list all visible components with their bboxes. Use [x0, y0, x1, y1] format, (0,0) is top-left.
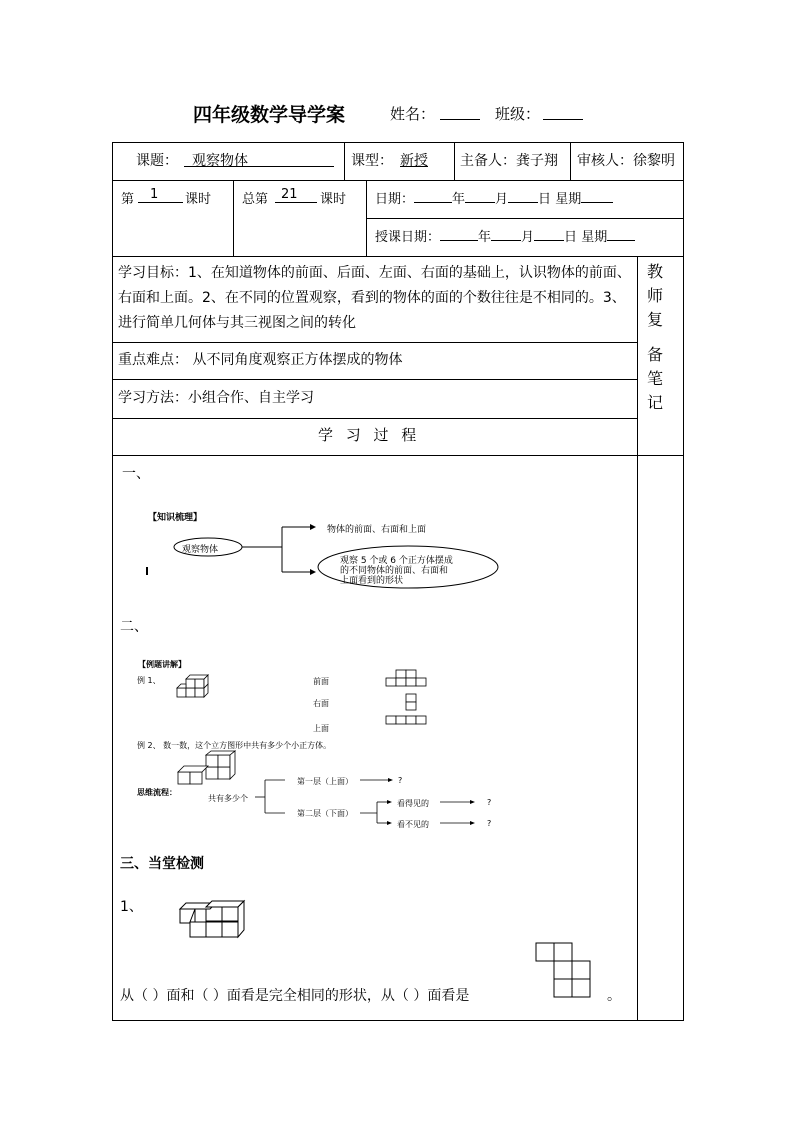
side-note-char: 复	[646, 310, 663, 329]
section1-label: 一、	[122, 466, 150, 482]
example-2-cubes	[176, 750, 236, 790]
mindmap-branch-2-line-3: 上面看到的形状	[340, 576, 404, 586]
thinking-flow-diagram	[255, 775, 495, 830]
side-note-char: 笔	[646, 369, 663, 388]
date-month-field[interactable]	[465, 190, 495, 203]
weekday-label: 星期	[555, 192, 582, 207]
example-1-label: 例 1、	[137, 676, 161, 685]
teach-year-field[interactable]	[440, 228, 478, 241]
side-note-char: 备	[646, 345, 663, 364]
mindmap-center: 观察物体	[182, 545, 219, 555]
type-value: 新授	[400, 153, 428, 169]
invisible-label: 看不见的	[397, 820, 429, 829]
mindmap-branch-1: 物体的前面、右面和上面	[327, 525, 427, 535]
view-right-label: 右面	[313, 699, 329, 708]
visible-label: 看得见的	[397, 799, 429, 808]
weekday-label: 星期	[581, 230, 608, 245]
question-1-label: 1、	[120, 899, 143, 915]
thinking-label: 思维流程：	[137, 788, 177, 797]
total-number: 21	[275, 187, 317, 203]
type-label: 课型：	[351, 153, 393, 169]
knowledge-mindmap	[140, 515, 510, 595]
question-1-statement: 从（ ）面和（ ）面看是完全相同的形状，从（ ）面看是	[120, 988, 470, 1004]
three-views-diagram	[383, 668, 433, 730]
study-method: 学习方法：小组合作、自主学习	[118, 390, 314, 406]
lesson-suffix: 课时	[185, 192, 212, 207]
invisible-question: ?	[487, 819, 492, 828]
mindmap-branch-2-line-1: 观察 5 个或 6 个正方体摆成	[340, 556, 453, 566]
question-1-cubes	[176, 898, 246, 943]
topic-label: 课题：	[136, 153, 178, 169]
lesson-number: 1	[138, 187, 183, 203]
topic-value: 观察物体	[184, 150, 334, 167]
example-2-text: 例 2、 数一数，这个立方图形中共有多少个小正方体。	[137, 741, 332, 750]
layer-2-label: 第二层（下面）	[297, 809, 353, 818]
teach-date-label: 授课日期：	[375, 230, 441, 245]
teach-date-row	[375, 226, 635, 245]
section3-label: 三、当堂检测	[120, 856, 204, 872]
date-day-field[interactable]	[508, 190, 538, 203]
example-box-title: 【例题讲解】	[138, 660, 186, 669]
mindmap-branch-2-line-2: 的不同物体的前面、右面和	[340, 566, 449, 576]
goals-line-1: 学习目标：1、在知道物体的前面、后面、左面、右面的基础上，认识物体的前面、	[118, 265, 631, 281]
total-suffix: 课时	[320, 192, 347, 207]
goals-line-2: 右面和上面。2、在不同的位置观察，看到的物体的面的个数往往是不相同的。3、	[118, 290, 626, 306]
preparer: 主备人：龚子翔	[460, 153, 558, 169]
year-label: 年	[452, 192, 466, 207]
teach-month-field[interactable]	[491, 228, 521, 241]
goals-line-3: 进行简单几何体与其三视图之间的转化	[118, 315, 356, 331]
layer-1-question: ?	[398, 776, 403, 785]
layer-1-label: 第一层（上面）	[297, 777, 353, 786]
day-label: 日	[564, 230, 578, 245]
teach-day-field[interactable]	[534, 228, 564, 241]
class-field[interactable]	[543, 104, 583, 120]
teach-weekday-field[interactable]	[607, 228, 635, 241]
month-label: 月	[521, 230, 535, 245]
view-front-label: 前面	[313, 677, 329, 686]
view-top-label: 上面	[313, 724, 329, 733]
page-title: 四年级数学导学案	[193, 104, 346, 126]
month-label: 月	[495, 192, 509, 207]
total-question: 共有多少个	[208, 794, 248, 803]
day-label: 日	[538, 192, 552, 207]
name-field[interactable]	[440, 104, 480, 120]
answer-shape	[535, 942, 593, 1000]
side-note-char: 教	[646, 262, 663, 281]
total-prefix: 总第	[242, 192, 269, 207]
date-year-field[interactable]	[414, 190, 452, 203]
key-points: 重点难点： 从不同角度观察正方体摆成的物体	[118, 352, 403, 368]
visible-question: ?	[487, 798, 492, 807]
name-label: 姓名：	[390, 105, 436, 123]
date-label: 日期：	[375, 192, 415, 207]
section2-label: 二、	[120, 619, 148, 635]
process-title: 学 习 过 程	[318, 426, 417, 444]
class-label: 班级：	[495, 105, 541, 123]
side-note-char: 记	[646, 393, 663, 412]
lesson-prefix: 第	[121, 192, 135, 207]
year-label: 年	[478, 230, 492, 245]
statement-end: 。	[607, 988, 621, 1004]
example-1-cubes	[175, 674, 215, 704]
reviewer: 审核人：徐黎明	[577, 153, 675, 169]
knowledge-box-title: 【知识梳理】	[148, 513, 203, 523]
side-note-char: 师	[646, 286, 663, 305]
date-weekday-field[interactable]	[581, 190, 613, 203]
date-row	[375, 188, 613, 207]
